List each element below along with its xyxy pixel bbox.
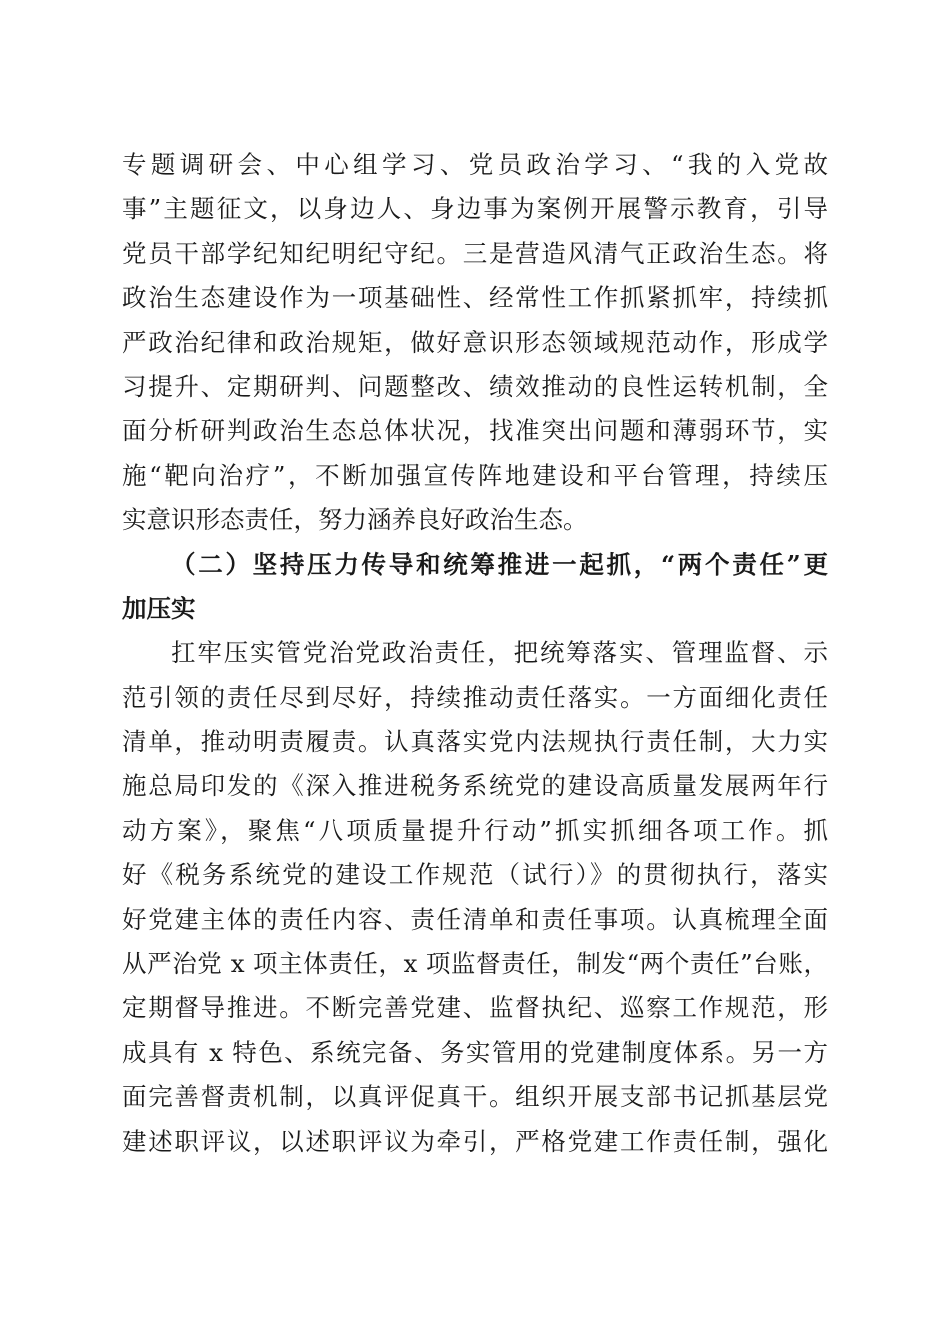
paragraph-two-responsibilities: [122, 631, 828, 1164]
text-line: 范引领的责任尽到尽好，持续推动责任落实。一方面细化责任: [122, 682, 828, 712]
text-line: 施总局印发的《深入推进税务系统党的建设高质量发展两年行: [122, 771, 828, 801]
heading-line: （二）坚持压力传导和统筹推进一起抓，“两个责任”更: [171, 549, 828, 579]
heading-line: 加压实: [122, 593, 196, 623]
text-line: 严政治纪律和政治规矩，做好意识形态领域规范动作，形成学: [122, 327, 828, 357]
document-body: [122, 143, 828, 1164]
text-line: 成具有 x 特色、系统完备、务实管用的党建制度体系。另一方: [122, 1037, 828, 1067]
text-line: 党员干部学纪知纪明纪守纪。三是营造风清气正政治生态。将: [122, 238, 828, 268]
text-line: 定期督导推进。不断完善党建、监督执纪、巡察工作规范，形: [122, 993, 828, 1023]
text-line: 从严治党 x 项主体责任，x 项监督责任，制发“两个责任”台账，: [122, 949, 828, 979]
text-line: 清单，推动明责履责。认真落实党内法规执行责任制，大力实: [122, 727, 828, 757]
paragraph-political-ecology: [122, 143, 828, 543]
text-line: 建述职评议，以述职评议为牵引，严格党建工作责任制，强化: [122, 1126, 828, 1156]
text-line: 实意识形态责任，努力涵养良好政治生态。: [122, 505, 588, 535]
text-line: 施“靶向治疗”，不断加强宣传阵地建设和平台管理，持续压: [122, 460, 828, 490]
text-line: 政治生态建设作为一项基础性、经常性工作抓紧抓牢，持续抓: [122, 283, 828, 313]
text-line: 面分析研判政治生态总体状况，找准突出问题和薄弱环节，实: [122, 416, 828, 446]
text-line: 动方案》，聚焦“八项质量提升行动”抓实抓细各项工作。抓: [122, 815, 828, 845]
text-line: 好党建主体的责任内容、责任清单和责任事项。认真梳理全面: [122, 904, 828, 934]
section-heading: [122, 543, 828, 632]
text-line: 扛牢压实管党治党政治责任，把统筹落实、管理监督、示: [171, 638, 828, 668]
text-line: 事”主题征文，以身边人、身边事为案例开展警示教育，引导: [122, 194, 828, 224]
text-line: 习提升、定期研判、问题整改、绩效推动的良性运转机制，全: [122, 371, 828, 401]
text-line: 好《税务系统党的建设工作规范（试行）》的贯彻执行，落实: [122, 860, 828, 890]
text-line: 面完善督责机制，以真评促真干。组织开展支部书记抓基层党: [122, 1082, 828, 1112]
text-line: 专题调研会、中心组学习、党员政治学习、“我的入党故: [122, 150, 828, 179]
